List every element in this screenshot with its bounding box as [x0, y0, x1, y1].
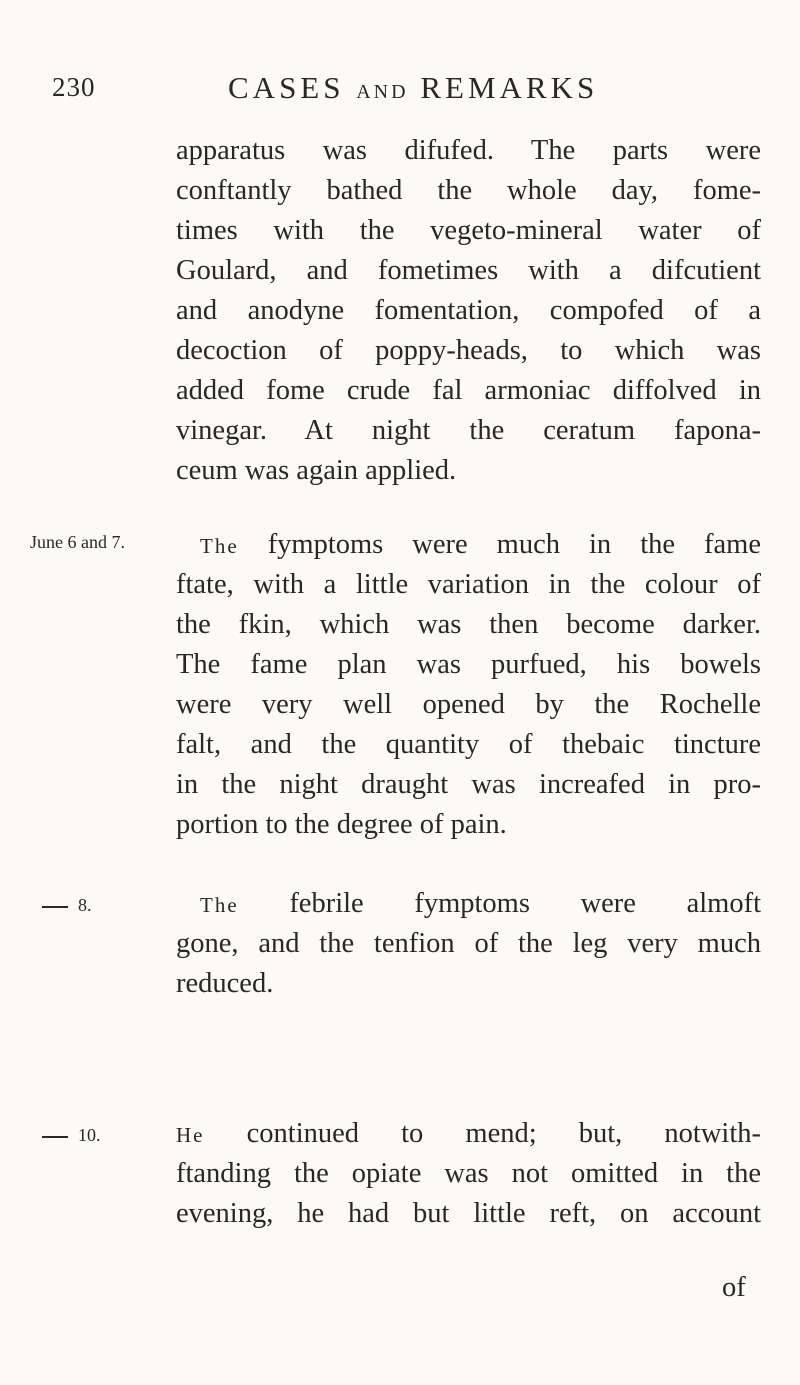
text-line: falt, and the quantity of thebaic tincture	[176, 729, 761, 760]
running-title-cases: CASES	[228, 70, 345, 105]
text-line: decoction of poppy-heads, to which was	[176, 335, 761, 366]
catchword: of	[722, 1272, 746, 1303]
text-line: apparatus was difufed. The parts were	[176, 135, 761, 166]
page-header	[52, 70, 760, 120]
date-dash	[42, 1136, 68, 1138]
date-dash	[42, 906, 68, 908]
text-line: conftantly bathed the whole day, fome-	[176, 175, 761, 206]
margin-date: 10.	[42, 1125, 101, 1146]
text-line: added fome crude fal armoniac diffolved in	[176, 375, 761, 406]
text-line: were very well opened by the Rochelle	[176, 689, 761, 720]
margin-date: June 6 and 7.	[30, 532, 125, 552]
running-title-and: AND	[356, 81, 409, 103]
text-line: in the night draught was increafed in pro-	[176, 769, 761, 800]
text-line: vinegar. At night the ceratum fapona-	[176, 415, 761, 446]
lead-word: He	[176, 1123, 205, 1147]
text-line: portion to the degree of pain.	[176, 809, 507, 840]
page-number: 230	[52, 72, 96, 102]
running-title-remarks: REMARKS	[420, 70, 599, 105]
text-line: The fame plan was purfued, his bowels	[176, 649, 761, 680]
text-line: ceum was again applied.	[176, 455, 457, 486]
text-line: evening, he had but little reft, on account	[176, 1198, 761, 1229]
text-line: The febrile fymptoms were almoft	[200, 888, 761, 919]
text-line: gone, and the tenfion of the leg very much	[176, 928, 761, 959]
margin-date: 8.	[42, 895, 92, 916]
running-title	[228, 70, 598, 106]
text-line: and anodyne fomentation, compofed of a	[176, 295, 761, 326]
text-line: the fkin, which was then become darker.	[176, 609, 761, 640]
text-line: times with the vegeto-mineral water of	[176, 215, 761, 246]
lead-word: The	[200, 893, 239, 917]
text-line: ftanding the opiate was not omitted in the	[176, 1158, 761, 1189]
text-line: The fymptoms were much in the fame	[200, 529, 761, 560]
lead-word: The	[200, 534, 239, 558]
text-line: He continued to mend; but, notwith-	[176, 1118, 761, 1149]
text-line: ftate, with a little variation in the colour of	[176, 569, 761, 600]
text-line: Goulard, and fometimes with a difcutient	[176, 255, 761, 286]
text-line: reduced.	[176, 968, 274, 999]
